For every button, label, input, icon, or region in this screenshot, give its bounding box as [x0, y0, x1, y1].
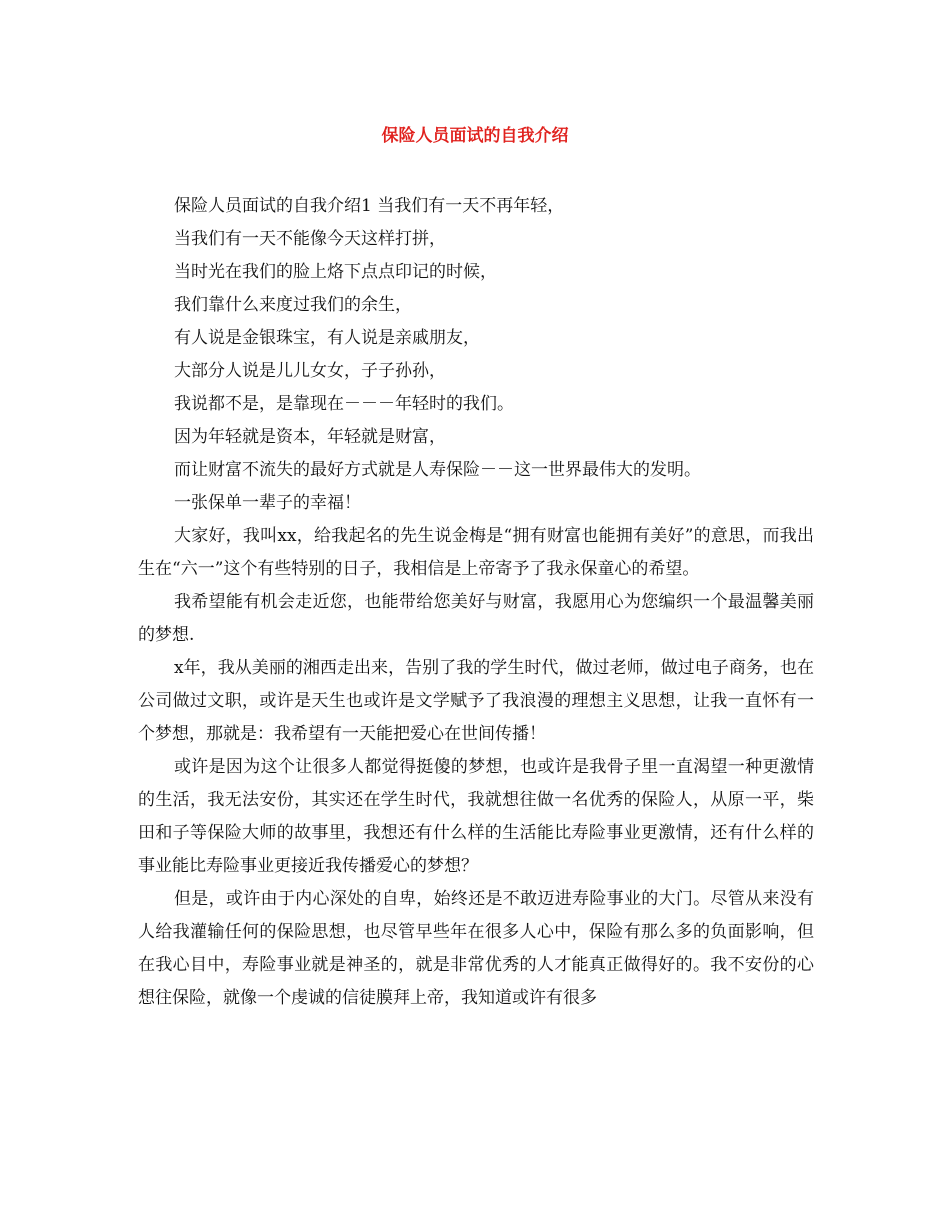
poem-line: 当我们有一天不能像今天这样打拼，	[174, 229, 446, 249]
poem-line: 而让财富不流失的最好方式就是人寿保险－－这一世界最伟大的发明。	[174, 460, 701, 480]
paragraph: 我希望能有机会走近您，也能带给您美好与财富，我愿用心为您编织一个最温馨美丽的梦想.	[138, 592, 814, 645]
poem-line: 我说都不是，是靠现在－－－年轻时的我们。	[174, 394, 514, 414]
paragraph: 或许是因为这个让很多人都觉得挺傻的梦想，也或许是我骨子里一直渴望一种更激情的生活，我无法安份，其实还在学生时代，我就想往做一名优秀的保险人，从原一平，柴田和子等保险大师的故事里，我想还有什么样的生活能比寿险事业更激情，还有什么样的事业能比寿险事业更接近我传播爱心的梦想？	[138, 757, 814, 876]
poem-line: 保险人员面试的自我介绍1 当我们有一天不再年轻，	[174, 196, 565, 216]
poem-line: 有人说是金银珠宝，有人说是亲戚朋友，	[174, 328, 480, 348]
document-body	[138, 190, 814, 1015]
poem-block	[138, 190, 814, 520]
poem-line: 大部分人说是儿儿女女，子子孙孙，	[174, 361, 446, 381]
document-title: 保险人员面试的自我介绍	[381, 126, 569, 146]
poem-line: 一张保单一辈子的幸福！	[174, 493, 361, 513]
poem-line: 因为年轻就是资本，年轻就是财富，	[174, 427, 446, 447]
paragraph: 但是，或许由于内心深处的自卑，始终还是不敢迈进寿险事业的大门。尽管从来没有人给我灌输任何的保险思想，也尽管早些年在很多人心中，保险有那么多的负面影响，但在我心目中，寿险事业就是神圣的，就是非常优秀的人才能真正做得好的。我不安份的心想往保险，就像一个虔诚的信徒膜拜上帝，我知道或许有很多	[138, 889, 814, 1008]
poem-line: 我们靠什么来度过我们的余生，	[174, 295, 412, 315]
poem-line: 当时光在我们的脸上烙下点点印记的时候，	[174, 262, 497, 282]
paragraph: x年，我从美丽的湘西走出来，告别了我的学生时代，做过老师，做过电子商务，也在公司做过文职，或许是天生也或许是文学赋予了我浪漫的理想主义思想，让我一直怀有一个梦想，那就是：我希望有一天能把爱心在世间传播！	[138, 658, 814, 744]
paragraph: 大家好，我叫xx，给我起名的先生说金梅是“拥有财富也能拥有美好”的意思，而我出生在“六一”这个有些特别的日子，我相信是上帝寄予了我永保童心的希望。	[138, 526, 814, 579]
